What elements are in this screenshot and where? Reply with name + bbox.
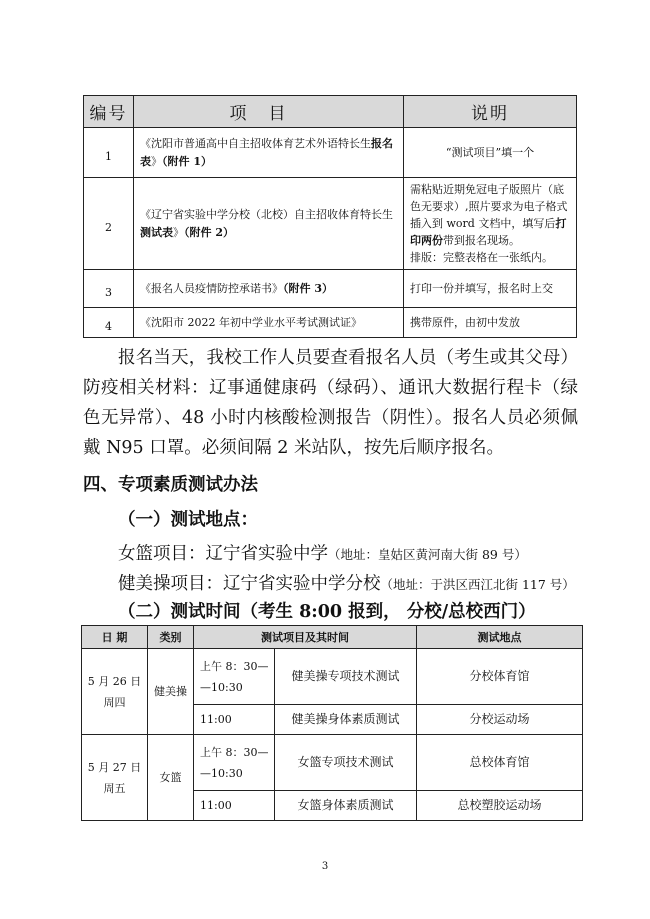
header-item: 测试项目及其时间 xyxy=(194,626,417,649)
test-item-cell: 健美操专项技术测试 xyxy=(275,649,417,705)
item-text: 《报名人员疫情防控承诺书》 xyxy=(140,281,283,295)
date-text: 5 月 27 日 xyxy=(87,760,142,774)
test-item-cell: 健美操身体素质测试 xyxy=(275,705,417,735)
row-note xyxy=(404,270,577,308)
item-text: 《沈阳市 2022 年初中学业水平考试测试证》 xyxy=(140,315,362,329)
row-item xyxy=(134,308,404,338)
item-text: 《辽宁省实验中学分校（北校）自主招收体育特长生 xyxy=(140,207,393,221)
time-start: 上午 8：30— xyxy=(200,659,269,673)
table-row xyxy=(84,270,577,308)
place-cell: 分校体育馆 xyxy=(417,649,583,705)
note-text-c: 排版：完整表格在一张纸内。 xyxy=(410,251,553,264)
place-cell: 总校塑胶运动场 xyxy=(417,791,583,821)
item-bold: 测试表 xyxy=(140,225,173,239)
materials-table xyxy=(83,95,577,338)
schedule-table xyxy=(81,625,583,821)
note-text: “测试项目”填一个 xyxy=(445,146,535,159)
place-cell: 总校体育馆 xyxy=(417,735,583,791)
weekday-text: 周五 xyxy=(103,781,126,795)
item-attachment: （附件 1） xyxy=(162,154,212,168)
subsection-heading-time: （二）测试时间（考生 8:00 报到， 分校/总校西门） xyxy=(118,602,536,622)
test-item-cell: 女篮专项技术测试 xyxy=(275,735,417,791)
table-row xyxy=(84,128,577,178)
row-item xyxy=(134,128,404,178)
time-start: 上午 8：30— xyxy=(200,745,269,759)
header-place: 测试地点 xyxy=(417,626,583,649)
table-row xyxy=(82,735,583,791)
header-category: 类别 xyxy=(148,626,194,649)
item-attachment: （附件 2） xyxy=(184,225,234,239)
row-num: 2 xyxy=(84,178,134,270)
table-row xyxy=(84,178,577,270)
time-cell: 11:00 xyxy=(194,791,275,821)
header-date: 日 期 xyxy=(82,626,148,649)
note-bold: 打印两份 xyxy=(410,217,567,247)
page-number: 3 xyxy=(321,861,329,872)
subsection-heading-location: （一）测试地点： xyxy=(118,510,258,530)
note-text: 打印一份并填写，报名时上交 xyxy=(410,282,553,295)
header-item: 项目 xyxy=(134,96,404,128)
time-end: —10:30 xyxy=(200,680,243,694)
row-note xyxy=(404,308,577,338)
venue-label: 女篮项目：辽宁省实验中学 xyxy=(118,544,328,564)
item-attachment: （附件 3） xyxy=(283,281,333,295)
venue-basketball xyxy=(118,540,527,565)
note-text: 携带原件，由初中发放 xyxy=(410,316,520,329)
venue-address: （地址：于洪区西江北街 117 号） xyxy=(380,577,575,592)
row-num: 3 xyxy=(84,270,134,308)
item-bold: 报名表 xyxy=(140,136,393,168)
place-cell: 分校运动场 xyxy=(417,705,583,735)
header-num: 编号 xyxy=(84,96,134,128)
schedule-table-header xyxy=(82,626,583,649)
time-end: —10:30 xyxy=(200,766,243,780)
time-cell xyxy=(194,735,275,791)
table-row xyxy=(84,308,577,338)
date-cell xyxy=(82,649,148,735)
venue-address: （地址：皇姑区黄河南大街 89 号） xyxy=(328,547,527,562)
materials-table-header xyxy=(84,96,577,128)
registration-paragraph: 报名当天，我校工作人员要查看报名人员（考生或其父母）防疫相关材料：辽事通健康码（绿码）、通讯大数据行程卡（绿色无异常）、48 小时内核酸检测报告（阴性）。报名人员必须佩戴 N95 口罩。必须间隔 2 米站队，按先后顺序报名。 xyxy=(83,348,578,458)
row-num: 1 xyxy=(84,128,134,178)
section-heading: 四、专项素质测试办法 xyxy=(83,475,258,495)
weekday-text: 周四 xyxy=(103,695,126,709)
row-item xyxy=(134,178,404,270)
time-cell: 11:00 xyxy=(194,705,275,735)
date-text: 5 月 26 日 xyxy=(87,674,142,688)
item-text: 《沈阳市普通高中自主招收体育艺术外语特长生 xyxy=(140,136,371,150)
time-cell xyxy=(194,649,275,705)
note-text-b: 带到报名现场。 xyxy=(443,234,520,247)
row-note xyxy=(404,128,577,178)
test-item-cell: 女篮身体素质测试 xyxy=(275,791,417,821)
row-num: 4 xyxy=(84,308,134,338)
item-tail: 》 xyxy=(151,154,162,168)
note-text: 需粘贴近期免冠电子版照片（底色无要求）,照片要求为电子格式插入到 word 文档中，填写后 xyxy=(410,183,568,230)
row-note xyxy=(404,178,577,270)
venue-label: 健美操项目：辽宁省实验中学分校 xyxy=(118,574,381,594)
category-cell: 健美操 xyxy=(148,649,194,735)
table-row xyxy=(82,649,583,705)
row-item xyxy=(134,270,404,308)
venue-aerobics xyxy=(118,570,575,595)
item-tail: 》 xyxy=(173,225,184,239)
category-cell: 女篮 xyxy=(148,735,194,821)
date-cell xyxy=(82,735,148,821)
header-note: 说明 xyxy=(404,96,577,128)
